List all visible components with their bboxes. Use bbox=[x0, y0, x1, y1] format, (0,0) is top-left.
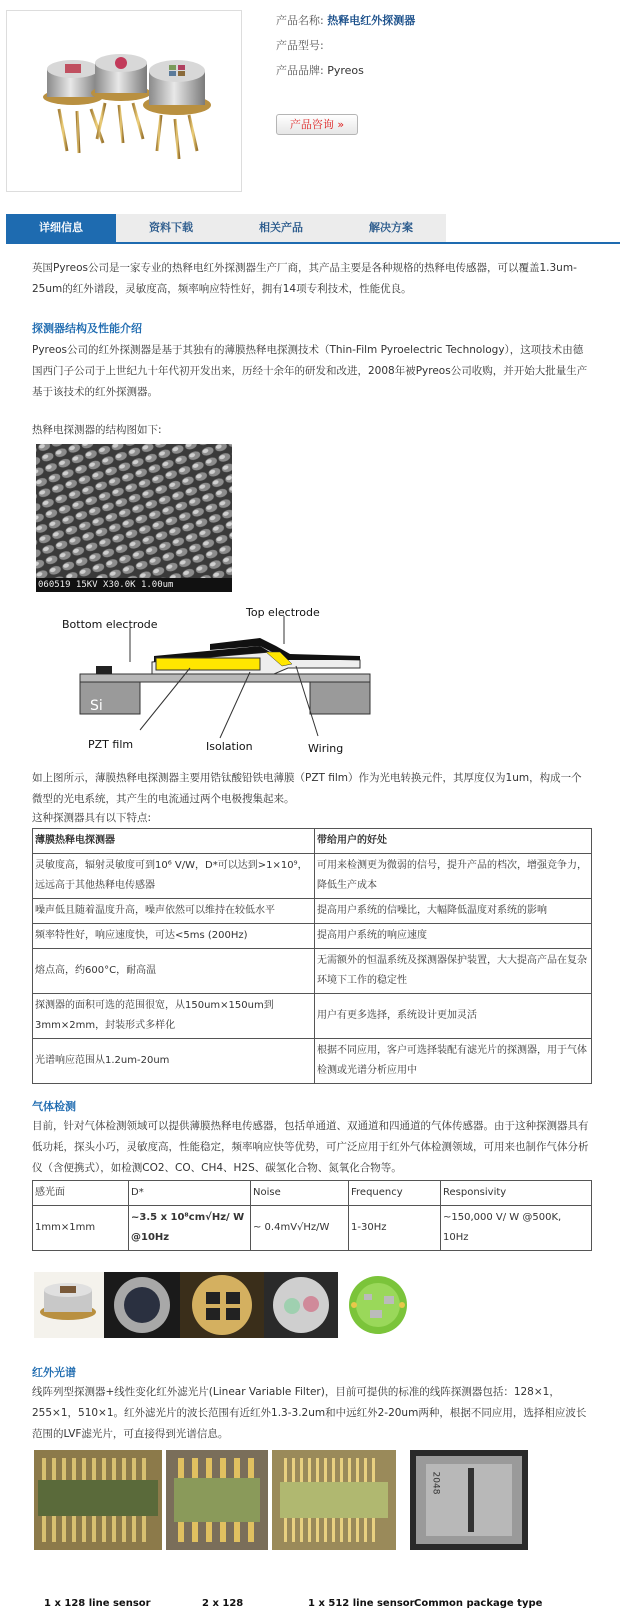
features-cell: 噪声低且随着温度升高，噪声依然可以维持在较低水平 bbox=[33, 899, 315, 924]
features-cell: 频率特性好，响应速度快，可达<5ms (200Hz) bbox=[33, 924, 315, 949]
gas-header-cell: Frequency bbox=[349, 1181, 441, 1206]
gas-table-header bbox=[33, 1181, 592, 1206]
table-row bbox=[33, 949, 592, 994]
top-electrode-label: Top electrode bbox=[246, 606, 320, 619]
product-model-row bbox=[276, 39, 415, 64]
gas-text: 目前，针对气体检测领域可以提供薄膜热释电传感器，包括单通道、双通道和四通道的气体传感器。由于这种探测器具有低功耗，探头小巧，灵敏度高，性能稳定，频率响应快等优势，可广泛应用于红外气体检测领域，可用来也制作气体分析仪（含便携式），如检测CO2、CO、CH4、H2S、碳氢化合物、氮氧化合物等。 bbox=[32, 1120, 589, 1174]
tab-downloads[interactable]: 资料下载 bbox=[116, 214, 226, 242]
sem-image bbox=[36, 444, 232, 592]
intro-text: 英国Pyreos公司是一家专业的热释电红外探测器生产厂商，其产品主要是各种规格的热释电传感器，可以覆盖1.3um-25um的红外谱段，灵敏度高，频率响应特性好，拥有14项专利技术，性能优良。 bbox=[32, 262, 577, 295]
product-image bbox=[6, 10, 242, 192]
product-info bbox=[276, 14, 415, 89]
caption-1x512: 1 x 512 line sensor bbox=[308, 1598, 415, 1609]
features-table-header bbox=[33, 829, 592, 854]
tab-details[interactable]: 详细信息 bbox=[6, 214, 116, 242]
gas-cell: ~150,000 V/ W @500K, 10Hz bbox=[441, 1206, 592, 1251]
tab-bar bbox=[6, 214, 620, 244]
consult-button[interactable]: 产品咨询 » bbox=[276, 114, 358, 135]
gas-cell: ~3.5 x 10⁸cm√Hz/ W @10Hz bbox=[129, 1206, 251, 1251]
features-cell: 熔点高，约600°C，耐高温 bbox=[33, 949, 315, 994]
structure-text: Pyreos公司的红外探测器是基于其独有的薄膜热释电探测技术（Thin-Film Pyroelectric Technology），这项技术由德国西门子公司于上世纪九十年代初开发出来，历经十余年的研发和改进，2008年被Pyreos公司收购，并开始大批量生产基于该技术的红外探测器。 bbox=[32, 344, 588, 398]
features-cell: 用户有更多选择，系统设计更加灵活 bbox=[315, 994, 592, 1039]
caption-1x128: 1 x 128 line sensor bbox=[44, 1598, 151, 1609]
tab-related-products[interactable]: 相关产品 bbox=[226, 214, 336, 242]
table-row bbox=[33, 854, 592, 899]
diagram-caption: 热释电探测器的结构图如下: bbox=[32, 424, 162, 436]
features-cell: 根据不同应用，客户可选择装配有滤光片的探测器，用于气体检测或光谱分析应用中 bbox=[315, 1039, 592, 1084]
product-brand-row bbox=[276, 64, 415, 89]
gas-sensor-photos bbox=[34, 1272, 524, 1338]
spectrum-text: 线阵列型探测器+线性变化红外滤光片(Linear Variable Filter)，目前可提供的标准的线阵探测器包括：128×1，255×1，510×1。红外滤光片的波长范围有近红外1.3-3.2um和中远红外2-20um两种，根据不同应用，选择相应波长范围的LVF滤光片，可直接得到光谱信息。 bbox=[32, 1386, 587, 1440]
features-cell: 光谱响应范围从1.2um-20um bbox=[33, 1039, 315, 1084]
table-row bbox=[33, 1206, 592, 1251]
table-row bbox=[33, 1039, 592, 1084]
gas-table bbox=[32, 1180, 592, 1251]
structure-heading: 探测器结构及性能介绍 bbox=[32, 322, 142, 335]
product-model-label: 产品型号: bbox=[276, 39, 324, 52]
features-table bbox=[32, 828, 592, 1084]
product-name-row bbox=[276, 14, 415, 39]
package-mark: 2048 bbox=[430, 1471, 441, 1495]
pzt-label: PZT film bbox=[88, 738, 134, 751]
features-header-a: 薄膜热释电探测器 bbox=[33, 829, 315, 854]
table-row bbox=[33, 924, 592, 949]
product-name-label: 产品名称: bbox=[276, 14, 324, 27]
caption-2x128: 2 x 128 bbox=[202, 1598, 244, 1609]
features-cell: 灵敏度高，辐射灵敏度可到10⁶ V/W，D*可以达到>1×10⁹，远远高于其他热释电传感器 bbox=[33, 854, 315, 899]
gas-header-cell: 感光面 bbox=[33, 1181, 129, 1206]
features-cell: 可用来检测更为微弱的信号，提升产品的档次，增强竞争力，降低生产成本 bbox=[315, 854, 592, 899]
wiring-label: Wiring bbox=[308, 742, 344, 755]
line-sensor-photos bbox=[34, 1450, 543, 1620]
table-row bbox=[33, 994, 592, 1039]
gas-heading: 气体检测 bbox=[32, 1100, 76, 1113]
features-cell: 无需额外的恒温系统及探测器保护装置，大大提高产品在复杂环境下工作的稳定性 bbox=[315, 949, 592, 994]
product-brand-label: 产品品牌: bbox=[276, 64, 324, 77]
gas-cell: 1mm×1mm bbox=[33, 1206, 129, 1251]
gas-header-cell: Noise bbox=[251, 1181, 349, 1206]
features-cell: 提高用户系统的响应速度 bbox=[315, 924, 592, 949]
features-header-b: 带给用户的好处 bbox=[315, 829, 592, 854]
gas-table-wrap bbox=[32, 1180, 592, 1251]
product-brand-value: Pyreos bbox=[327, 64, 364, 77]
features-intro: 这种探测器具有以下特点: bbox=[32, 812, 152, 824]
features-table-wrap bbox=[32, 828, 592, 1084]
product-name-value: 热释电红外探测器 bbox=[327, 14, 416, 27]
si-label: Si bbox=[90, 698, 103, 714]
structure-desc: 如上图所示，薄膜热释电探测器主要用锆钛酸铅铁电薄膜（PZT film）作为光电转换元件，其厚度仅为1um，构成一个微型的光电系统，其产生的电流通过两个电极搜集起来。 bbox=[32, 772, 582, 805]
structure-diagram bbox=[60, 602, 390, 760]
sem-label: 060519 15KV X30.0K 1.00um bbox=[38, 580, 174, 590]
gas-cell: ~ 0.4mV√Hz/W bbox=[251, 1206, 349, 1251]
bottom-electrode-label: Bottom electrode bbox=[62, 618, 158, 631]
gas-cell: 1-30Hz bbox=[349, 1206, 441, 1251]
features-cell: 探测器的面积可选的范围很宽，从150um×150um到3mm×2mm，封装形式多样化 bbox=[33, 994, 315, 1039]
spectrum-heading: 红外光谱 bbox=[32, 1366, 76, 1379]
caption-package: Common package type bbox=[414, 1598, 543, 1609]
features-cell: 提高用户系统的信噪比，大幅降低温度对系统的影响 bbox=[315, 899, 592, 924]
gas-header-cell: D* bbox=[129, 1181, 251, 1206]
table-row bbox=[33, 899, 592, 924]
isolation-label: Isolation bbox=[206, 740, 253, 753]
gas-header-cell: Responsivity bbox=[441, 1181, 592, 1206]
tab-solutions[interactable]: 解决方案 bbox=[336, 214, 446, 242]
